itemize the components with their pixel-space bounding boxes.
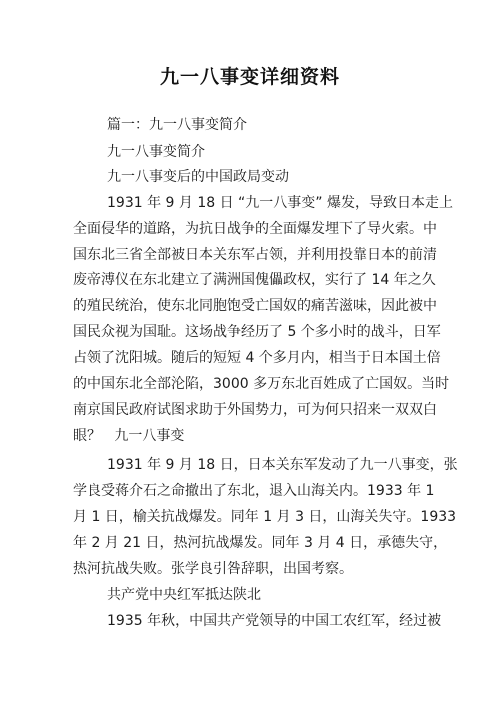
section-heading: 篇一：九一八事变简介 xyxy=(107,117,247,133)
paragraph-line: 眼？ 九一八事变 xyxy=(73,428,185,444)
paragraph-line: 年 2 月 21 日，热河抗战爆发。同年 3 月 4 日，承德失守， xyxy=(73,535,448,551)
paragraph-line: 废帝溥仪在东北建立了满洲国傀儡政权，实行了 14 年之久 xyxy=(73,272,436,288)
subheading: 九一八事变简介 xyxy=(107,144,205,160)
paragraph-line: 的殖民统治，使东北同胞饱受亡国奴的痛苦滋味，因此被中 xyxy=(73,298,437,314)
paragraph-line: 国民众视为国耻。这场战争经历了 5 个多小时的战斗，日军 xyxy=(73,324,441,340)
paragraph-line: 热河抗战失败。张学良引咎辞职，出国考察。 xyxy=(73,561,353,577)
paragraph-line: 占领了沈阳城。随后的短短 4 个多月内，相当于日本国土倍 xyxy=(73,350,441,366)
paragraph-line: 1931 年 9 月 18 日 “九一八事变” 爆发，导致日本走上 xyxy=(107,195,454,211)
paragraph-line: 全面侵华的道路，为抗日战争的全面爆发埋下了导火索。中 xyxy=(73,221,437,237)
paragraph-line: 1931 年 9 月 18 日，日本关东军发动了九一八事变，张 xyxy=(107,457,458,473)
document-title: 九一八事变详细资料 xyxy=(159,66,340,88)
paragraph-line: 学良受蒋介石之命撤出了东北，退入山海关内。1933 年 1 xyxy=(73,483,435,499)
paragraph-line: 的中国东北全部沦陷，3000 多万东北百姓成了亡国奴。当时 xyxy=(73,376,450,392)
paragraph-line: 1935 年秋，中国共产党领导的中国工农红军，经过被 xyxy=(107,613,442,629)
subheading: 共产党中央红军抵达陕北 xyxy=(107,587,261,603)
subheading: 九一八事变后的中国政局变动 xyxy=(107,169,289,185)
paragraph-line: 月 1 日，榆关抗战爆发。同年 1 月 3 日，山海关失守。1933 xyxy=(73,509,457,525)
paragraph-line: 国东北三省全部被日本关东军占领，并利用投靠日本的前清 xyxy=(73,247,437,263)
paragraph-line: 南京国民政府试图求助于外国势力，可为何只招来一双双白 xyxy=(73,402,437,418)
